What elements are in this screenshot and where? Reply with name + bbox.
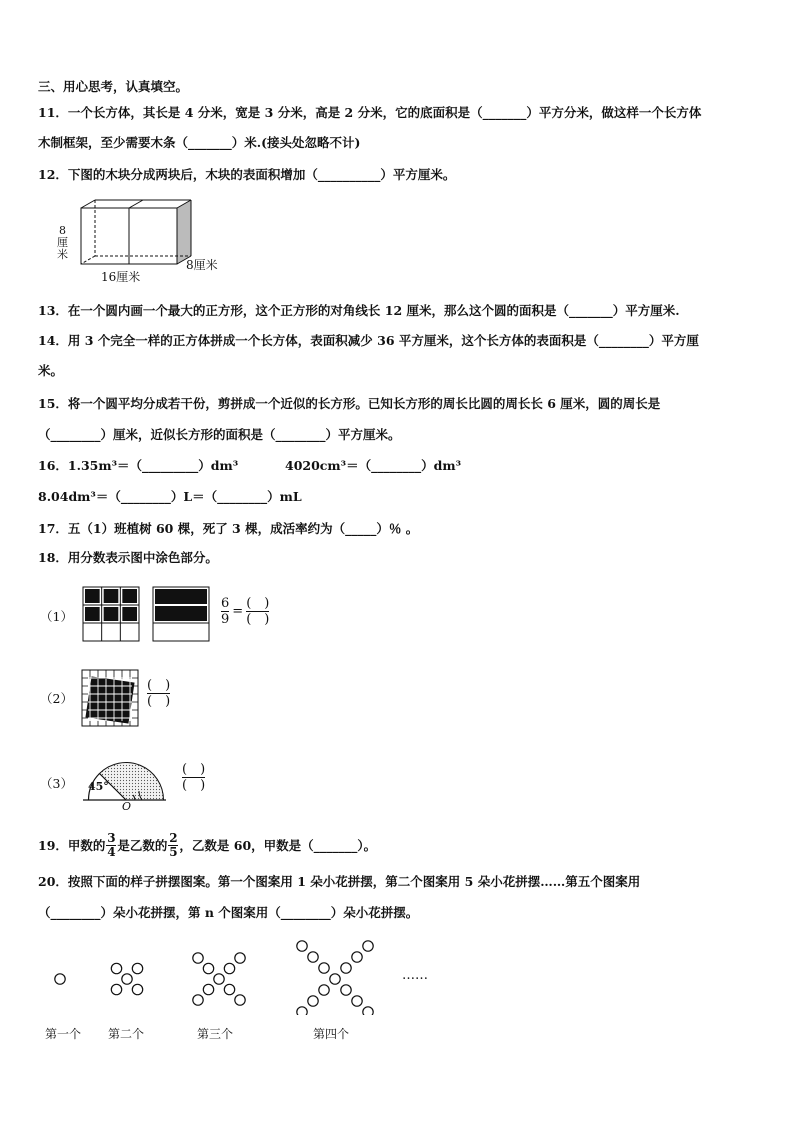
q18-blank[interactable]: ( ) bbox=[246, 596, 270, 611]
q19-frac-3-4 bbox=[106, 832, 116, 859]
q20-flower-patterns bbox=[40, 935, 460, 1019]
flower-circle-6 bbox=[352, 952, 362, 962]
flower-circle-7 bbox=[193, 995, 203, 1005]
q18-answer-frac-1 bbox=[246, 596, 269, 627]
q16-part3: 8.04dm³＝（________）L＝（________）mL bbox=[38, 489, 302, 504]
q19-mid: 是乙数的 bbox=[117, 837, 168, 853]
q16-part1: 16．1.35m³＝（_________）dm³ bbox=[38, 458, 239, 473]
q14-line2: 米。 bbox=[38, 363, 64, 378]
flower-circle-0 bbox=[122, 974, 132, 984]
grid-cell bbox=[104, 589, 119, 603]
grid-cell bbox=[85, 625, 100, 639]
q19-frac-2-5 bbox=[168, 832, 178, 859]
q18-answer-frac-3 bbox=[182, 762, 205, 793]
q19-f2-den: 5 bbox=[169, 845, 178, 859]
q18-answer-frac-2 bbox=[147, 678, 170, 709]
flower-circle-0 bbox=[330, 974, 340, 984]
q12-height-label bbox=[57, 225, 68, 261]
q12-length-label: 16厘米 bbox=[101, 270, 141, 284]
q19-f1-num: 3 bbox=[107, 831, 116, 845]
section-title: 三、用心思考，认真填空。 bbox=[38, 79, 189, 94]
flower-circle-0 bbox=[55, 974, 65, 984]
flower-circle-5 bbox=[308, 952, 318, 962]
q20-ellipsis: …… bbox=[402, 968, 428, 983]
flower-circle-11 bbox=[297, 1007, 307, 1015]
q18-angle-label: 45° bbox=[88, 780, 109, 793]
q12-height-char: 厘 bbox=[57, 236, 68, 249]
q15-line1: 15．将一个圆平均分成若干份，剪拼成一个近似的长方形。已知长方形的周长比圆的周长长 6 厘米，圆的周长是 bbox=[38, 396, 661, 411]
flower-circle-3 bbox=[319, 985, 329, 995]
q18-center-label: O bbox=[122, 800, 132, 813]
q17-text: 17．五（1）班植树 60 棵，死了 3 棵，成活率约为（_____）％ 。 bbox=[38, 521, 419, 536]
grid-cell bbox=[85, 589, 100, 603]
grid-cell bbox=[104, 625, 119, 639]
q18-frac-den: 9 bbox=[221, 612, 230, 627]
flower-circle-6 bbox=[235, 953, 245, 963]
q18-tilted-square-grid bbox=[81, 669, 139, 731]
q19-post: ，乙数是 60，甲数是（_______）。 bbox=[179, 837, 377, 853]
q18-label-2: （2） bbox=[40, 691, 73, 706]
q14-line1: 14．用 3 个完全一样的正方体拼成一个长方体，表面积减少 36 平方厘米，这个长方体的表面积是（________）平方厘 bbox=[38, 333, 699, 348]
q19-f2-num: 2 bbox=[169, 831, 178, 845]
grid-cell bbox=[122, 607, 137, 621]
flower-circle-2 bbox=[341, 963, 351, 973]
q20-label-3: 第三个 bbox=[197, 1027, 234, 1041]
q19-pre: 19．甲数的 bbox=[38, 837, 106, 853]
q12-text: 12．下图的木块分成两块后，木块的表面积增加（__________）平方厘米。 bbox=[38, 167, 456, 182]
q18-sector-figure bbox=[80, 752, 175, 818]
q16-part2: 4020cm³＝（________）dm³ bbox=[285, 458, 462, 473]
q18-striped-rect bbox=[152, 586, 210, 646]
q12-height-char: 8 bbox=[59, 224, 66, 237]
q18-blank[interactable]: ( ) bbox=[182, 778, 206, 793]
q18-blank[interactable]: ( ) bbox=[147, 694, 171, 709]
flower-circle-12 bbox=[363, 1007, 373, 1015]
q20-label-1: 第一个 bbox=[45, 1027, 82, 1041]
flower-circle-3 bbox=[203, 984, 213, 994]
flower-circle-4 bbox=[341, 985, 351, 995]
flower-circle-2 bbox=[132, 963, 142, 973]
q20-line2: （________）朵小花拼摆，第 n 个图案用（________）朵小花拼摆。 bbox=[38, 905, 419, 920]
q12-depth-label: 8厘米 bbox=[186, 258, 218, 272]
q18-label-1: （1） bbox=[40, 609, 73, 624]
flower-circle-8 bbox=[235, 995, 245, 1005]
q18-eq-sign: = bbox=[232, 604, 244, 619]
q20-line1: 20．按照下面的样子拼摆图案。第一个图案用 1 朵小花拼摆，第二个图案用 5 朵小花拼摆……第五个图案用 bbox=[38, 874, 641, 889]
q12-height-char: 米 bbox=[57, 248, 68, 261]
q18-text: 18．用分数表示图中涂色部分。 bbox=[38, 550, 218, 565]
q18-blank[interactable]: ( ) bbox=[246, 612, 270, 627]
q11-line2: 木制框架，至少需要木条（_______）米.(接头处忽略不计) bbox=[38, 135, 361, 150]
q12-block-figure bbox=[55, 192, 230, 284]
flower-circle-1 bbox=[111, 963, 121, 973]
flower-circle-9 bbox=[297, 941, 307, 951]
flower-circle-4 bbox=[132, 984, 142, 994]
flower-circle-3 bbox=[111, 984, 121, 994]
flower-circle-1 bbox=[319, 963, 329, 973]
flower-circle-2 bbox=[224, 963, 234, 973]
q18-blank[interactable]: ( ) bbox=[147, 678, 171, 693]
flower-circle-0 bbox=[214, 974, 224, 984]
q18-fraction-eq bbox=[221, 596, 269, 627]
grid-cell bbox=[122, 625, 137, 639]
q18-grid-3x3 bbox=[82, 586, 140, 646]
q19-text bbox=[38, 832, 376, 859]
flower-circle-10 bbox=[363, 941, 373, 951]
q19-f1-den: 4 bbox=[107, 845, 116, 859]
q20-label-4: 第四个 bbox=[313, 1027, 350, 1041]
q18-frac-num: 6 bbox=[221, 596, 230, 611]
flower-circle-7 bbox=[308, 996, 318, 1006]
flower-circle-5 bbox=[193, 953, 203, 963]
flower-circle-1 bbox=[203, 963, 213, 973]
q13-text: 13．在一个圆内画一个最大的正方形，这个正方形的对角线长 12 厘米，那么这个圆的面积是（_______）平方厘米. bbox=[38, 303, 680, 318]
q20-label-2: 第二个 bbox=[108, 1027, 145, 1041]
q15-line2: （________）厘米，近似长方形的面积是（________）平方厘米。 bbox=[38, 427, 401, 442]
q18-blank[interactable]: ( ) bbox=[182, 762, 206, 777]
grid-cell bbox=[104, 607, 119, 621]
q18-frac-6-9 bbox=[221, 596, 229, 627]
grid-cell bbox=[122, 589, 137, 603]
flower-circle-4 bbox=[224, 984, 234, 994]
flower-circle-8 bbox=[352, 996, 362, 1006]
grid-cell bbox=[85, 607, 100, 621]
q18-label-3: （3） bbox=[40, 776, 73, 791]
q11-line1: 11．一个长方体，其长是 4 分米，宽是 3 分米，高是 2 分米，它的底面积是（_______）平方分米，做这样一个长方体 bbox=[38, 105, 702, 120]
